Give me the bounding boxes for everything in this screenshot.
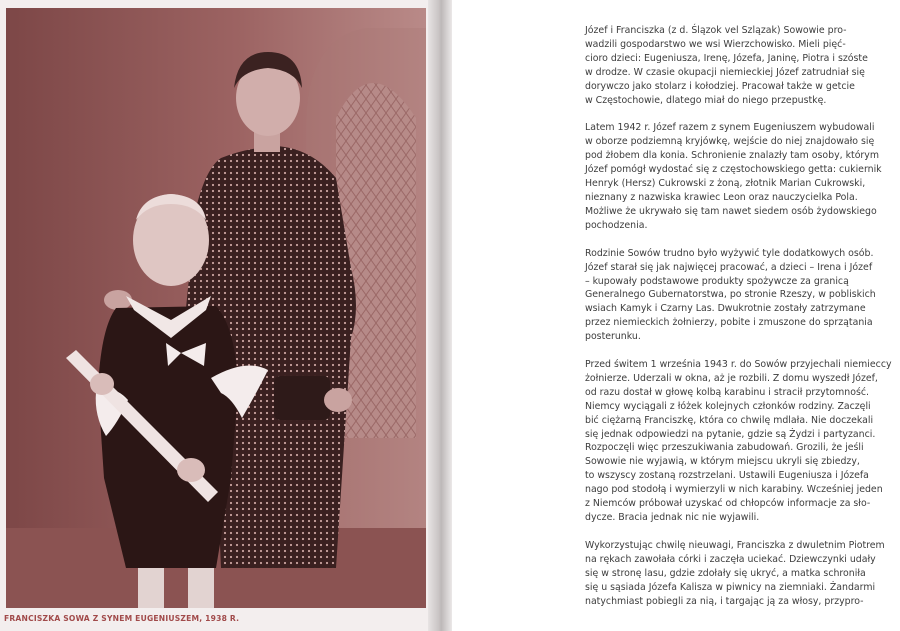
paragraph-3: [585, 247, 885, 344]
text-line: z Niemców próbował uzyskać od chłopców informacje za sło-: [585, 498, 871, 510]
text-line: dycze. Bracia jednak nic nie wyjawili.: [585, 512, 760, 523]
text-line: w drodze. W czasie okupacji niemieckiej Józef zatrudniał się: [585, 66, 865, 78]
photo-illustration: [6, 8, 426, 608]
text-line: Józef pomógł wydostać się z częstochowskiego getta: cukiernik: [585, 164, 882, 176]
text-line: na rękach zawołała córki i zaczęła uciekać. Dziewczynki udały: [585, 553, 876, 565]
left-page: [0, 0, 440, 631]
paragraph-4: [585, 358, 892, 525]
book-gutter: [428, 0, 452, 631]
text-line: się jednak odpowiedzi na pytanie, gdzie są Żydzi i partyzanci.: [585, 428, 876, 440]
text-line: przez niemieckich żołnierzy, pobite i zmuszone do sprzątania: [585, 317, 873, 329]
text-line: pod żłobem dla konia. Schronienie znalazły tam osoby, którym: [585, 150, 879, 162]
paragraph-1: [585, 24, 885, 107]
text-line: nieznany z nazwiska krawiec Leon oraz nauczycielka Pola.: [585, 191, 858, 203]
text-line: się w stronę lasu, gdzie zdołały się ukryć, a matka schroniła: [585, 567, 866, 579]
text-line: to wszyscy zostaną rozstrzelani. Ustawili Eugeniusza i Józefa: [585, 470, 869, 482]
text-line: Generalnego Gubernatorstwa, po stronie Rzeszy, w pobliskich: [585, 289, 876, 301]
text-line: Józef i Franciszka (z d. Ślązok vel Szlązak) Sowowie pro-: [585, 25, 847, 36]
right-page: [452, 0, 900, 631]
paragraph-2: [585, 121, 885, 232]
text-line: wsiach Kamyk i Czarny Las. Dwukrotnie zostały zatrzymane: [585, 303, 866, 315]
text-line: bić ciężarną Franciszkę, która co chwilę mdlała. Nie doczekali: [585, 414, 874, 426]
text-line: Rodzinie Sowów trudno było wyżywić tyle dodatkowych osób.: [585, 247, 874, 259]
text-line: – kupowały podstawowe produkty spożywcze za granicą: [585, 275, 849, 287]
text-line: pochodzenia.: [585, 219, 648, 231]
body-text-column: [585, 24, 892, 622]
text-line: Niemcy wyciągali z łóżek kolejnych członków rodziny. Zaczęli: [585, 400, 871, 412]
text-line: Przed świtem 1 września 1943 r. do Sowów przyjechali niemieccy: [585, 359, 892, 371]
text-line: Sowowie nie wyjawią, w którym miejscu ukryli się zbiedzy,: [585, 456, 860, 468]
text-line: żołnierze. Uderzali w okna, aż je rozbili. Z domu wyszedł Józef,: [585, 372, 878, 384]
text-line: Józef starał się jak najwięcej pracować, a dzieci – Irena i Józef: [585, 261, 873, 273]
text-line: w Częstochowie, dlatego miał do niego przepustkę.: [585, 94, 827, 106]
text-line: dorywczo jako stolarz i kołodziej. Pracował także w getcie: [585, 80, 855, 92]
text-line: Możliwe że ukrywało się tam nawet siedem osób żydowskiego: [585, 205, 877, 217]
text-line: Wykorzystując chwilę nieuwagi, Franciszka z dwuletnim Piotrem: [585, 539, 885, 551]
photo-caption: FRANCISZKA SOWA Z SYNEM EUGENIUSZEM, 1938 R.: [4, 614, 240, 623]
text-line: Latem 1942 r. Józef razem z synem Eugeniuszem wybudowali: [585, 122, 875, 134]
text-line: od razu dostał w głowę kolbą karabinu i stracił przytomność.: [585, 386, 869, 398]
text-line: posterunku.: [585, 331, 641, 343]
text-line: w oborze podziemną kryjówkę, wejście do niej znajdowało się: [585, 136, 875, 148]
paragraph-5: [585, 539, 885, 609]
text-line: natychmiast pobiegli za nią, i targając ją za włosy, przypro-: [585, 595, 864, 607]
text-line: Rozpoczęli więc przeszukiwania zabudowań. Grozili, że jeśli: [585, 442, 864, 454]
historical-photo: [6, 8, 426, 608]
text-line: cioro dzieci: Eugeniusza, Irenę, Józefa, Janinę, Piotra i szóste: [585, 52, 868, 64]
text-line: wadzili gospodarstwo we wsi Wierzchowisko. Mieli pięć-: [585, 38, 846, 50]
text-line: nago pod stodołą i wymierzyli w nich karabiny. Wcześniej jeden: [585, 484, 883, 496]
text-line: się u sąsiada Józefa Kalisza w piwnicy na ziemniaki. Żandarmi: [585, 581, 876, 593]
text-line: Henryk (Hersz) Cukrowski z żoną, złotnik Marian Cukrowski,: [585, 178, 866, 190]
